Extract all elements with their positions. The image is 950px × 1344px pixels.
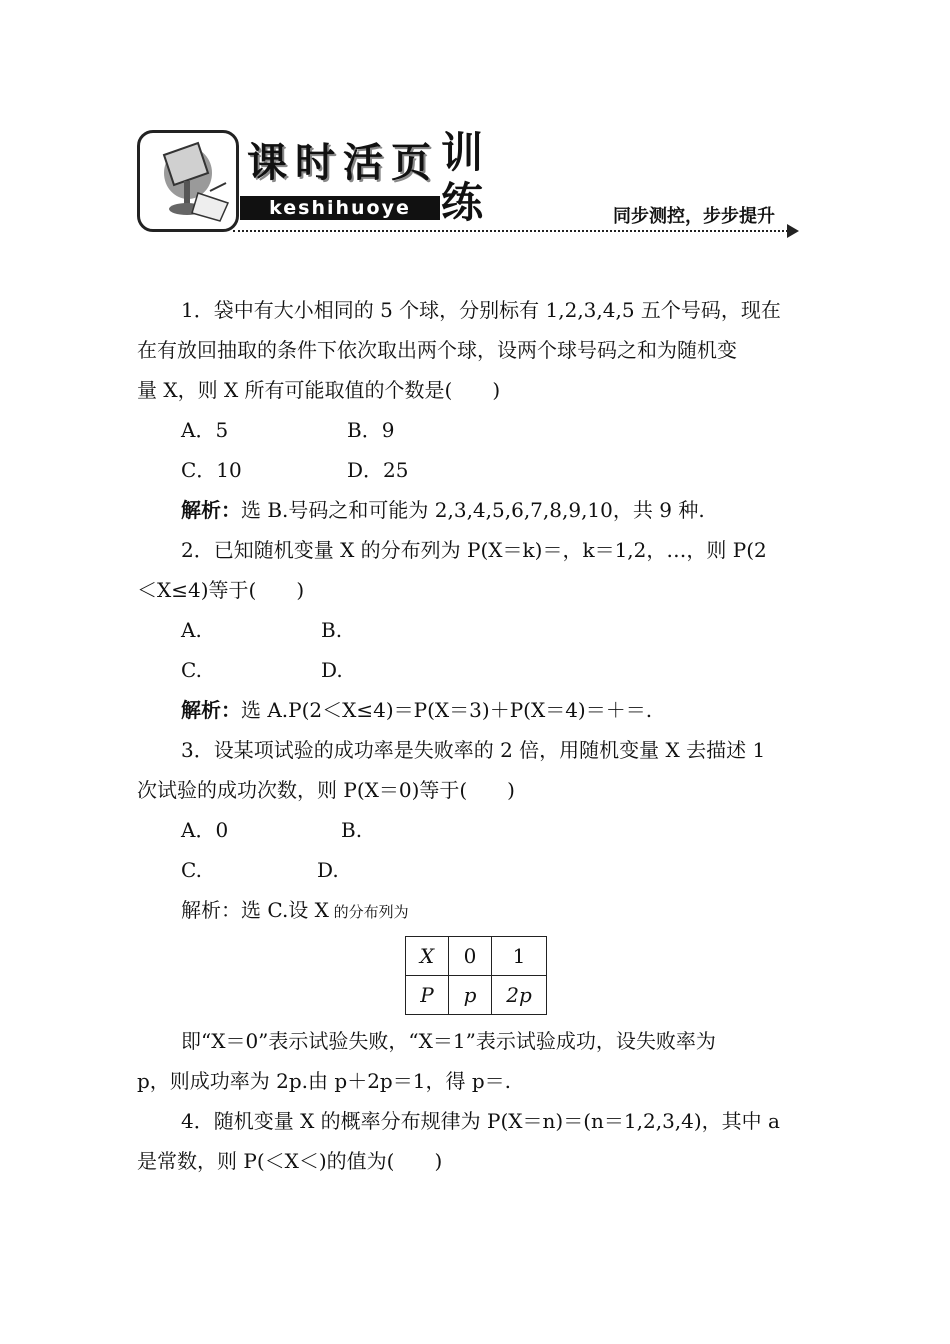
question-text: 4．随机变量 X 的概率分布规律为 P(X＝n)＝(n＝1,2,3,4)，其中 a	[181, 1109, 780, 1133]
title-char: 页	[391, 140, 431, 186]
analysis-text: 选 A.P(2＜X≤4)＝P(X＝3)＋P(X＝4)＝＋＝.	[241, 698, 653, 722]
option-b: B.	[341, 818, 363, 842]
title-char: 课	[247, 140, 287, 186]
analysis-text: 选 C.设 X	[241, 898, 329, 922]
table-cell: X	[406, 937, 449, 976]
table-cell: P	[406, 976, 449, 1015]
analysis	[137, 490, 817, 530]
option-c: C.	[181, 858, 202, 882]
title-side-char: 训	[441, 128, 484, 177]
question-text: 在有放回抽取的条件下依次取出两个球，设两个球号码之和为随机变	[137, 338, 737, 362]
question-2	[137, 530, 817, 730]
option-row	[137, 810, 817, 850]
title-side-char: 练	[441, 178, 484, 227]
option-c: C．10	[181, 458, 242, 482]
question-text: 3．设某项试验的成功率是失败率的 2 倍，用随机变量 X 去描述 1	[181, 738, 766, 762]
table-row	[406, 937, 547, 976]
analysis	[137, 890, 817, 930]
banner-pinyin: keshihuoye	[240, 196, 440, 220]
question-text: 1．袋中有大小相同的 5 个球，分别标有 1,2,3,4,5 五个号码，现在	[181, 298, 781, 322]
option-row	[137, 610, 817, 650]
table-cell: 0	[449, 937, 492, 976]
analysis-text: 选 B.号码之和可能为 2,3,4,5,6,7,8,9,10，共 9 种.	[241, 498, 705, 522]
analysis-text-small: 的分布列为	[328, 903, 409, 921]
option-d: D．25	[347, 458, 409, 482]
analysis-text: 即“X＝0”表示试验失败，“X＝1”表示试验成功，设失败率为	[181, 1029, 716, 1053]
distribution-table	[405, 936, 547, 1015]
title-char: 时	[295, 140, 335, 186]
question-text: 是常数，则 P(＜X＜)的值为( )	[137, 1149, 443, 1173]
question-text: 次试验的成功次数，则 P(X＝0)等于( )	[137, 778, 515, 802]
question-4	[137, 1101, 817, 1181]
worksheet-content	[137, 290, 817, 1181]
table-cell: 1	[492, 937, 547, 976]
option-b: B．9	[347, 418, 395, 442]
banner-title	[245, 140, 433, 190]
option-a: A．0	[181, 818, 229, 842]
question-text: ＜X≤4)等于( )	[137, 578, 305, 602]
dotted-divider	[233, 230, 788, 232]
option-d: D.	[321, 658, 343, 682]
option-b: B.	[321, 618, 343, 642]
banner-slogan: 同步测控，步步提升	[613, 206, 775, 227]
table-row	[406, 976, 547, 1015]
title-char: 活	[343, 140, 383, 186]
table-cell: 2p	[492, 976, 547, 1015]
analysis	[137, 690, 817, 730]
question-3	[137, 730, 817, 1101]
option-a: A．5	[181, 418, 229, 442]
question-1	[137, 290, 817, 530]
option-d: D.	[317, 858, 339, 882]
desk-lamp-icon	[137, 130, 239, 232]
option-a: A.	[181, 618, 202, 642]
option-row	[137, 650, 817, 690]
analysis-label: 解析：	[181, 498, 241, 522]
arrow-icon	[787, 224, 799, 238]
analysis-label: 解析：	[181, 698, 241, 722]
table-cell: p	[449, 976, 492, 1015]
option-row	[137, 850, 817, 890]
analysis-label: 解析：	[181, 898, 241, 922]
option-row	[137, 450, 817, 490]
header-banner	[135, 128, 805, 240]
option-row	[137, 410, 817, 450]
question-text: 2．已知随机变量 X 的分布列为 P(X＝k)＝，k＝1,2，…，则 P(2	[181, 538, 767, 562]
analysis-text: p，则成功率为 2p.由 p＋2p＝1，得 p＝.	[137, 1069, 511, 1093]
option-c: C.	[181, 658, 202, 682]
question-text: 量 X，则 X 所有可能取值的个数是( )	[137, 378, 501, 402]
